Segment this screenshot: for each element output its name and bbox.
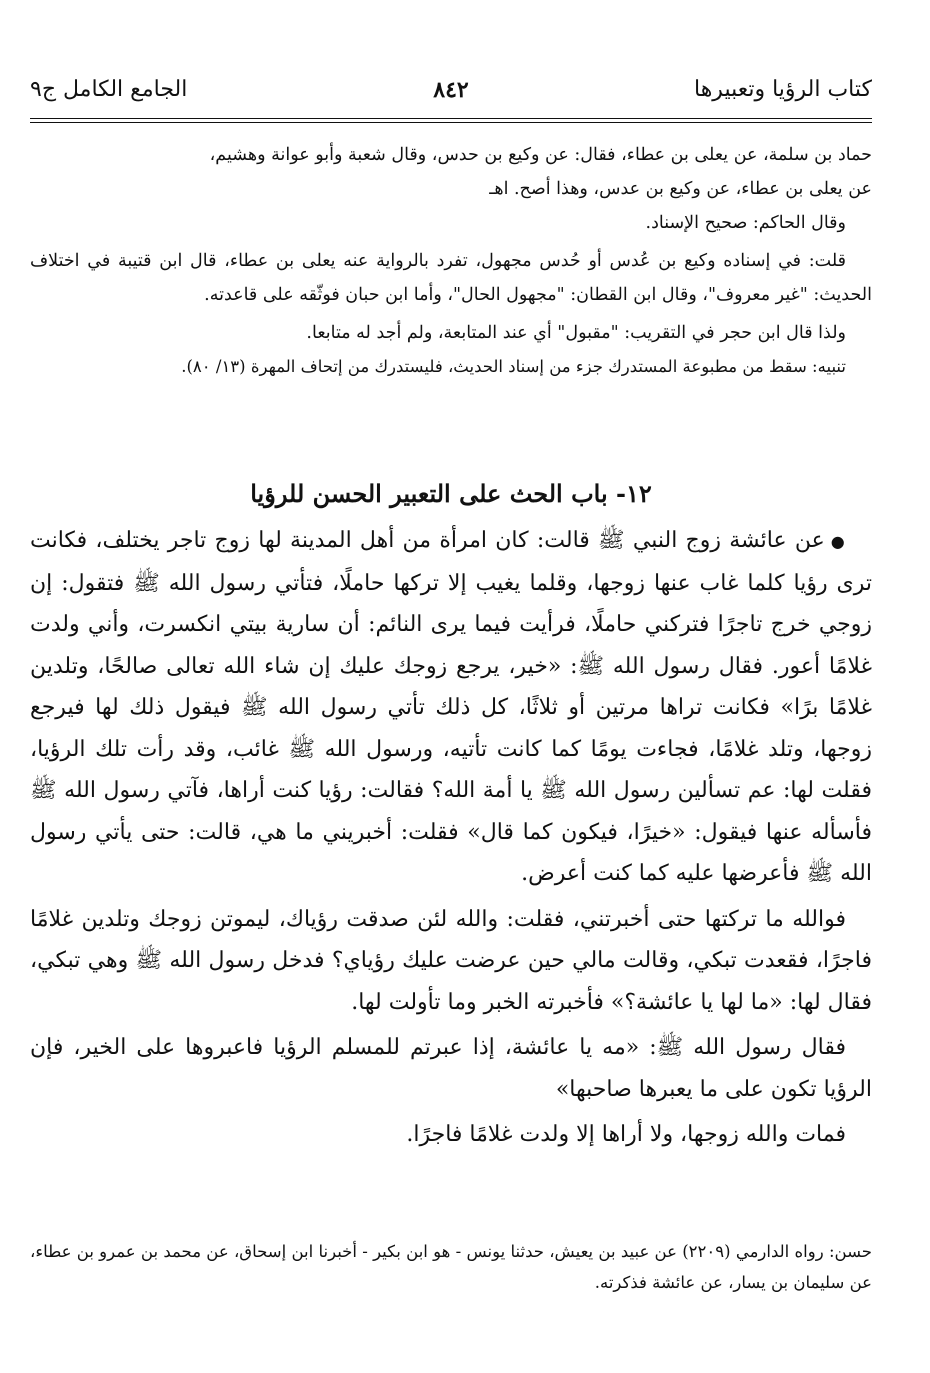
note-line-2: عن يعلى بن عطاء، عن وكيع بن عدس، وهذا أصح. اهـ [489,179,872,199]
top-notes [30,138,872,384]
note-hakim: وقال الحاكم: صحيح الإسناد. [645,213,846,233]
chapter-title: ١٢- باب الحث على التعبير الحسن للرؤيا [250,479,652,508]
hadith-paragraph-2: فوالله ما تركتها حتى أخبرتني، فقلت: والله لئن صدقت رؤياك، ليموتن زوجك وتلدين غلامًا فاجرًا، فقعدت تبكي، وقالت مالي حين عرضت عليك رؤياي؟ فدخل رسول الله ﷺ وهي تبكي، فقال لها: «ما لها يا عائشة؟» فأخبرته الخبر وما تأولت لها. [30,906,872,1015]
header-rule-top [30,118,872,119]
hadith-paragraph-3: فقال رسول الله ﷺ: «مه يا عائشة، إذا عبرتم للمسلم الرؤيا فاعبروها على الخير، فإن الرؤيا تكون على ما يعبرها صاحبها» [30,1035,872,1102]
note-tanbih: تنبيه: سقط من مطبوعة المستدرك جزء من إسناد الحديث، فليستدرك من إتحاف المهرة (١٣/ ٨٠). [181,357,846,376]
source-note [30,1236,872,1298]
note-ibn-hajar: ولذا قال ابن حجر في التقريب: "مقبول" أي عند المتابعة، ولم أجد له متابعا. [306,323,846,343]
hadith-paragraph-4: فمات والله زوجها، ولا أراها إلا ولدت غلامًا فاجرًا. [406,1122,846,1147]
hadith-text [30,520,872,1156]
book-page [30,0,872,1373]
page-header [30,72,872,108]
volume-label: الجامع الكامل ج٩ [30,77,188,102]
page-number: ٨٤٢ [433,77,469,103]
hadith-paragraph-1 [30,520,872,895]
hadith-paragraph-1-text: عن عائشة زوج النبي ﷺ قالت: كان امرأة من أهل المدينة لها زوج تاجر يختلف، فكانت ترى رؤيا كلما غاب عنها زوجها، وقلما يغيب إلا تركها حاملًا، فتأتي رسول الله ﷺ فتقول: إن زوجي خرج تاجرًا فتركني حاملًا، فرأيت فيما يرى النائم: أن سارية بيتي انكسرت، وأني ولدت غلامًا أعور. فقال رسول الله ﷺ: «خير، يرجع زوجك عليك إن شاء الله تعالى صالحًا، وتلدين غلامًا برًا» فكانت تراها مرتين أو ثلاثًا، كل ذلك تأتي رسول الله ﷺ فيقول ذلك لها فيرجع زوجها، وتلد غلامًا، فجاءت يومًا كما كانت تأتيه، ورسول الله ﷺ غائب، وقد رأت تلك الرؤيا، فقلت لها: عم تسألين رسول الله ﷺ يا أمة الله؟ فقالت: رؤيا كنت أراها، فآتي رسول الله ﷺ فأسأله عنها فيقول: «خيرًا، فيكون كما قال» فقلت: أخبريني ما هي، قالت: حتى يأتي رسول الله ﷺ فأعرضها عليه كما كنت أعرض. [30,528,873,886]
note-qultu: قلت: في إسناده وكيع بن عُدس أو حُدس مجهول، تفرد بالرواية عنه يعلى بن عطاء، قال ابن قتيبة في اختلاف الحديث: "غير معروف"، وقال ابن القطان: "مجهول الحال"، وأما ابن حبان فوثّقه على قاعدته. [30,251,872,305]
source-text: حسن: رواه الدارمي (٢٢٠٩) عن عبيد بن يعيش، حدثنا يونس - هو ابن بكير - أخبرنا ابن إسحاق، عن محمد بن عمرو بن عطاء، عن سليمان بن يسار، عن عائشة فذكرته. [30,1242,872,1292]
bullet-icon: ● [830,532,846,551]
note-line-1: حماد بن سلمة، عن يعلى بن عطاء، فقال: عن وكيع بن حدس، وقال شعبة وأبو عوانة وهشيم، [209,145,872,165]
header-rule-bottom [30,122,872,123]
book-title: كتاب الرؤيا وتعبيرها [694,77,872,102]
